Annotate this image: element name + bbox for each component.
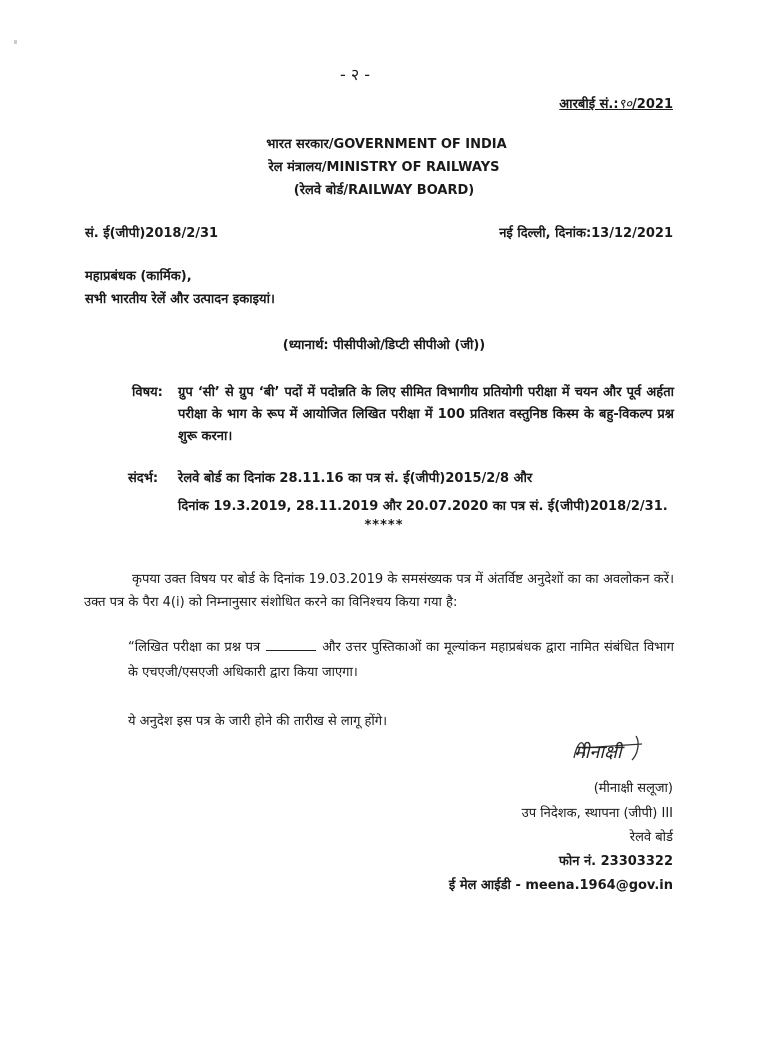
letter-date: 13/12/2021 <box>591 226 673 241</box>
para2-end: और उत्तर पुस्तिकाओं का मूल्यांकन महाप्रबंधक द्वारा नामित संबंधित विभाग के एचएजी/एसएजी अधिकारी द्वारा किया जाएगा। <box>128 640 674 680</box>
reference-line-2: दिनांक 19.3.2019, 28.11.2019 और 20.07.2020 का पत्र सं. ई(जीपी)2018/2/31. <box>178 499 668 514</box>
signatory-designation: उप निदेशक, स्थापना (जीपी) III <box>521 806 673 821</box>
body-paragraph-2 <box>128 635 674 685</box>
rbe-year: /2021 <box>632 97 673 112</box>
header-government: भारत सरकार/GOVERNMENT OF INDIA <box>266 137 507 152</box>
signature-text: मीनाक्षी <box>574 742 622 763</box>
letter-number: सं. ई(जीपी)2018/2/31 <box>85 226 219 241</box>
header-board: (रेलवे बोर्ड/RAILWAY BOARD) <box>293 183 475 198</box>
blank-line <box>266 650 316 651</box>
page-number: - २ - <box>340 65 371 84</box>
attention-line: (ध्यानार्थ: पीसीपीओ/डिप्टी सीपीओ (जी)) <box>282 338 486 353</box>
body-paragraph-1: कृपया उक्त विषय पर बोर्ड के दिनांक 19.03.2019 के समसंख्यक पत्र में अंतर्विष्ट अनुदेशों का का अवलोकन करें। उक्त पत्र के पैरा 4(i) को निम्नानुसार संशोधित करने का विनिश्चय किया गया है: <box>84 572 674 610</box>
rbe-handwritten-number: ९० <box>618 97 633 112</box>
rbe-number <box>559 94 673 112</box>
subject-text: ग्रुप ‘सी’ से ग्रुप ‘बी’ पदों में पदोन्नति के लिए सीमित विभागीय प्रतियोगी परीक्षा में चयन और पूर्व अर्हता परीक्षा के भाग के रूप में आयोजित लिखित परीक्षा में 100 प्रतिशत वस्तुनिष्ठ किस्म के बहु-विकल्प प्रश्न शुरू करना। <box>178 385 674 444</box>
signatory-name: (मीनाक्षी सलूजा) <box>593 781 673 796</box>
separator-stars: ***** <box>364 518 404 533</box>
signatory-office: रेलवे बोर्ड <box>629 830 673 845</box>
signatory-email: ई मेल आईडी - meena.1964@gov.in <box>448 878 673 893</box>
edge-mark <box>14 40 17 44</box>
reference-line-1: रेलवे बोर्ड का दिनांक 28.11.16 का पत्र सं. ई(जीपी)2015/2/8 और <box>178 471 533 486</box>
header-ministry: रेल मंत्रालय/MINISTRY OF RAILWAYS <box>268 160 500 175</box>
body-paragraph-3: ये अनुदेश इस पत्र के जारी होने की तारीख से लागू होंगे। <box>128 714 388 729</box>
para2-start: “लिखित परीक्षा का प्रश्न पत्र <box>128 640 261 655</box>
handwritten-signature <box>568 732 648 766</box>
signatory-phone: फोन नं. 23303322 <box>558 854 673 869</box>
rbe-label: आरबीई सं.: <box>559 97 619 112</box>
reference-label: संदर्भ: <box>128 471 159 486</box>
place-date-label: नई दिल्ली, दिनांक: <box>499 226 592 241</box>
place-date <box>499 223 673 241</box>
subject-label: विषय: <box>132 385 163 400</box>
addressee-line-1: महाप्रबंधक (कार्मिक), <box>85 269 192 284</box>
addressee-line-2: सभी भारतीय रेलें और उत्पादन इकाइयां। <box>85 292 275 307</box>
